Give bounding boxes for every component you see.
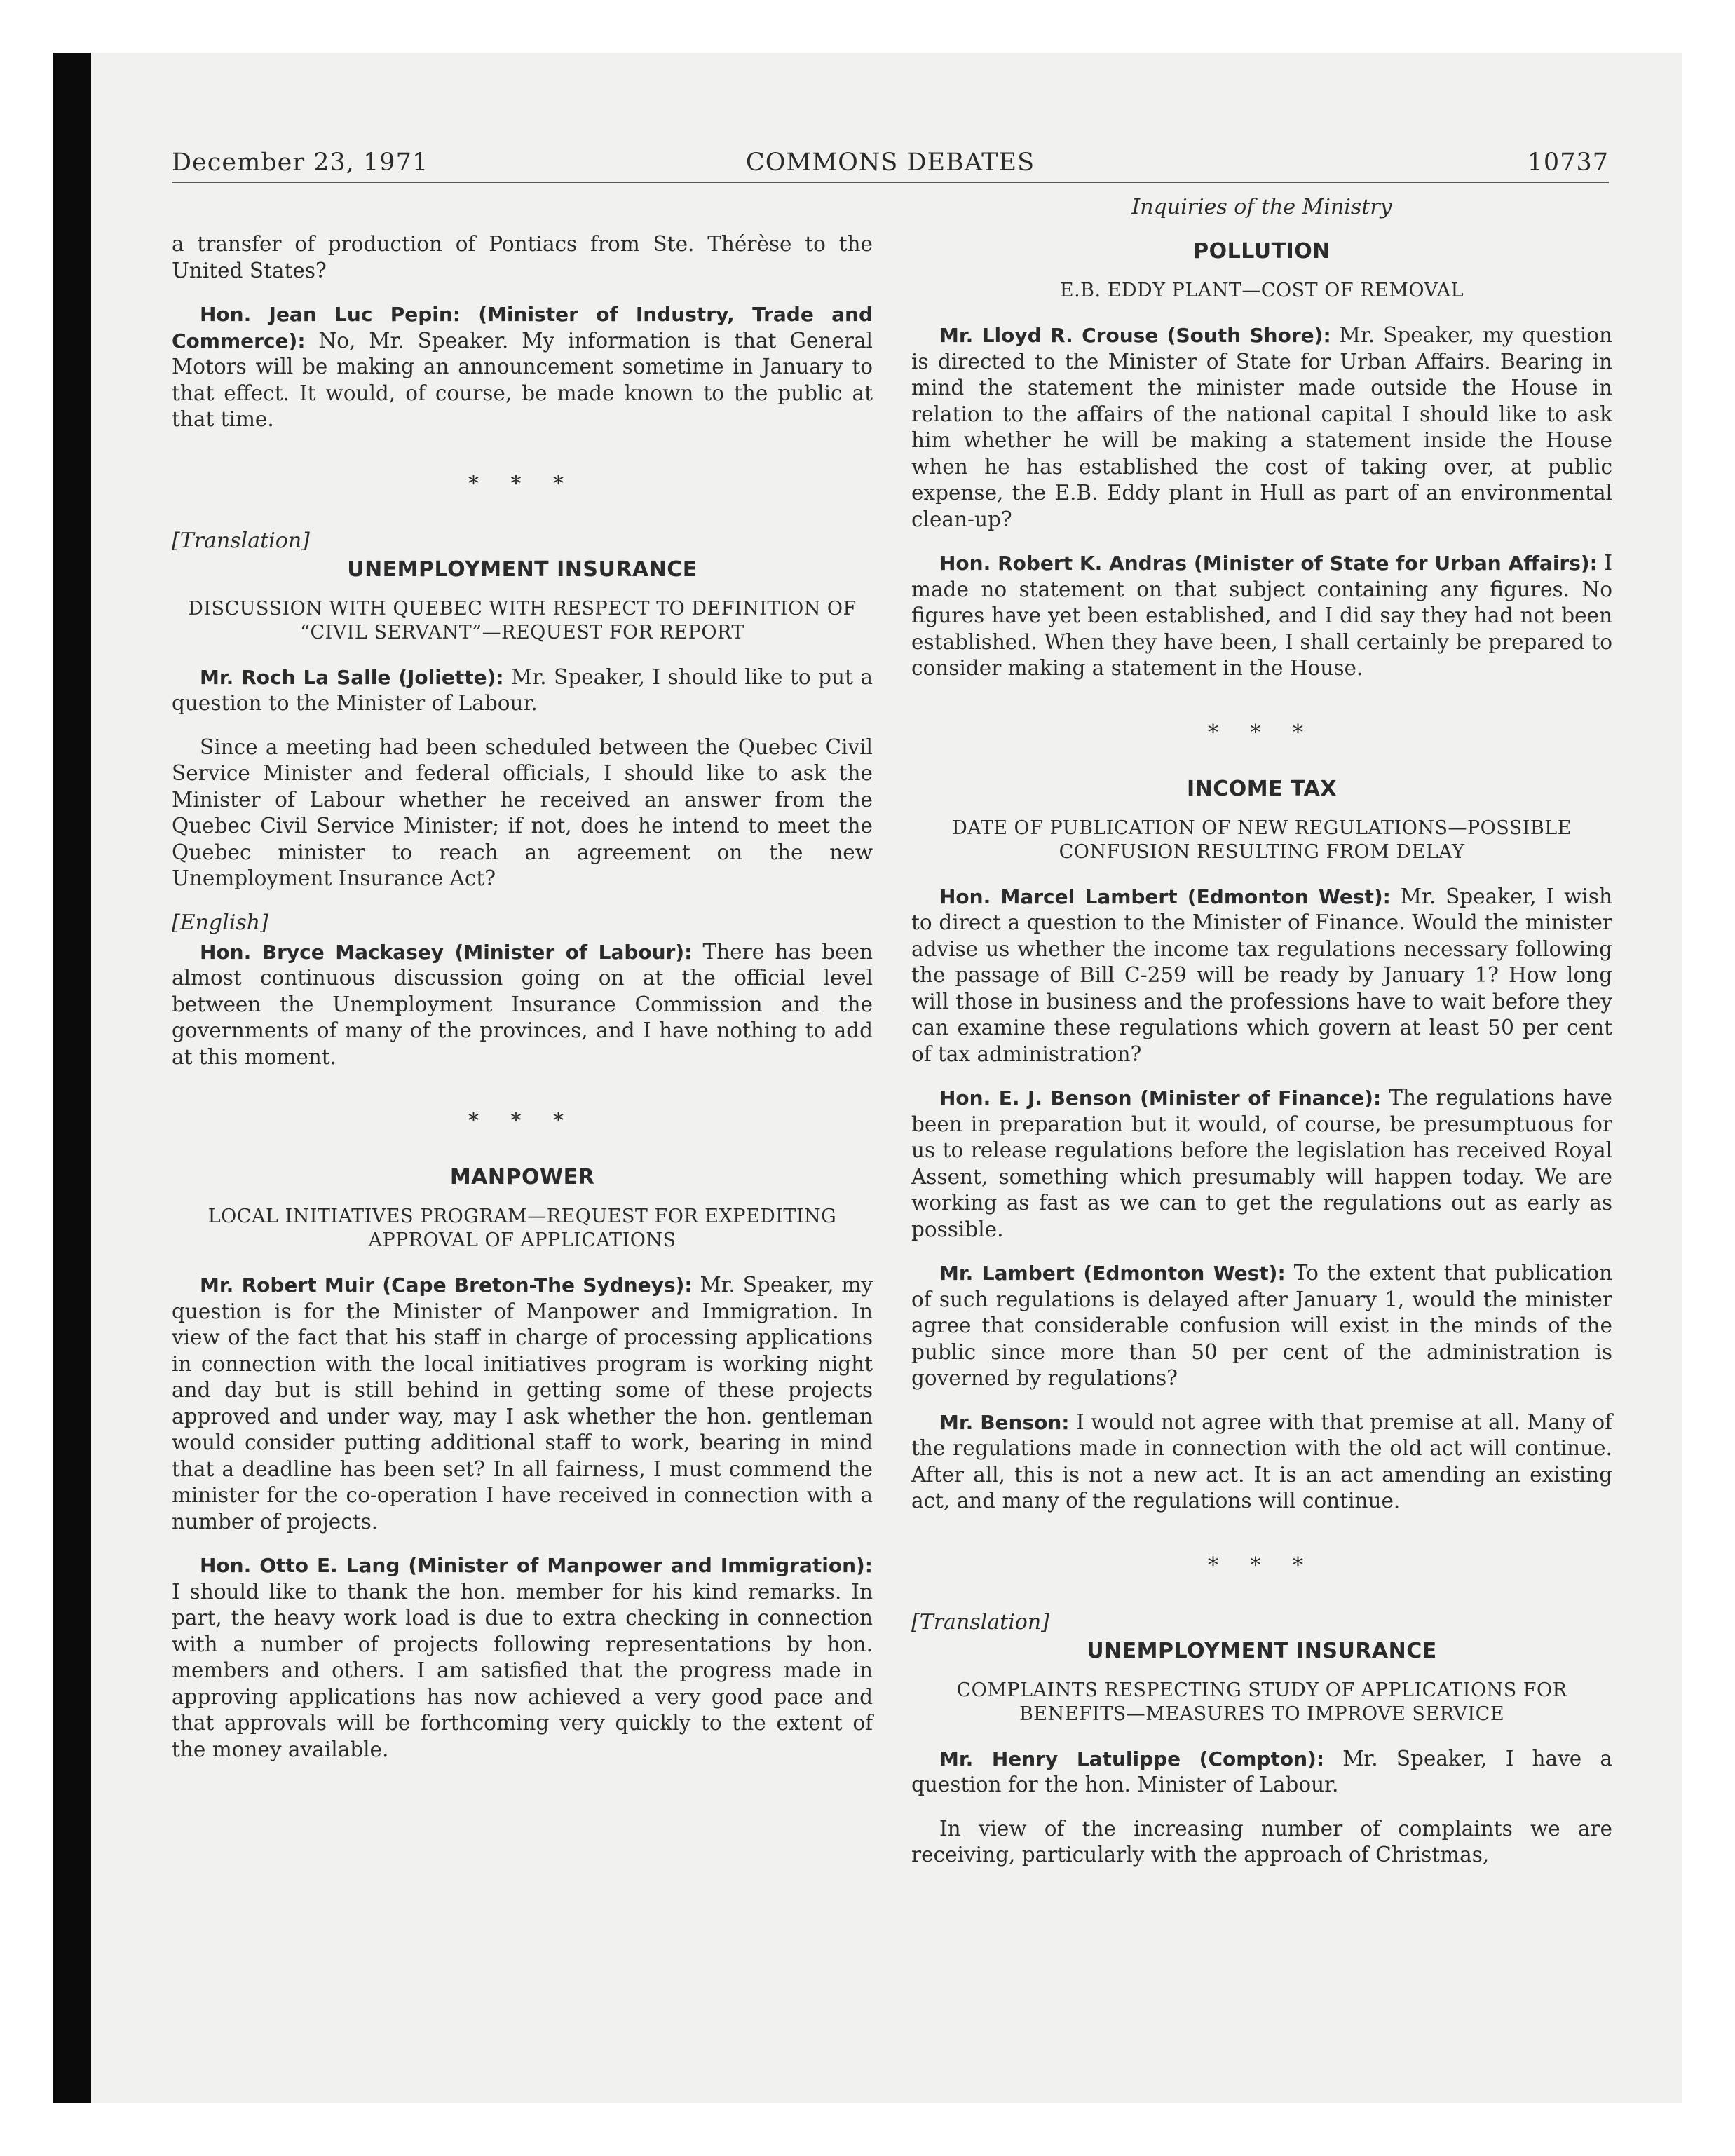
paragraph — [172, 939, 873, 1071]
paragraph: Since a meeting had been scheduled between the Quebec Civil Service Minister and federal officials, I should like to ask the Minister of Labour whether he received an answer from the Quebec Civil Service Minister; if not, does he intend to meet the Quebec minister to reach an agreement on the new Unemployment Insurance Act? — [172, 735, 873, 890]
paragraph — [172, 664, 873, 717]
speaker-name: Mr. Lloyd R. Crouse (South Shore): — [939, 324, 1331, 347]
language-note: [Translation] — [172, 528, 310, 553]
speech-text: Mr. Speaker, I have a question for the hon. Minister of Labour. — [911, 1746, 1613, 1796]
paragraph — [911, 1260, 1612, 1392]
speaker-name: Mr. Robert Muir (Cape Breton-The Sydneys): — [200, 1274, 693, 1297]
speaker-name: Hon. E. J. Benson (Minister of Finance): — [939, 1086, 1382, 1110]
speech-text: Mr. Speaker, I wish to direct a question to the Minister of Finance. Would the minister advise us whether the income tax regulations necessary following the passage of Bill C-259 will be ready by January 1? How long will those in business and the professions have to wait before they can examine these regulations which govern at least 50 per cent of tax administration? — [911, 884, 1612, 1066]
section-heading: UNEMPLOYMENT INSURANCE — [1087, 1638, 1437, 1663]
speaker-name: Hon. Jean Luc Pepin: (Minister of Industry, Trade and Commerce): — [172, 303, 873, 353]
paragraph: a transfer of production of Pontiacs from Ste. Thérèse to the United States? — [172, 232, 873, 282]
section-subheading: E.B. EDDY PLANT—COST OF REMOVAL — [1059, 280, 1464, 301]
section-heading: POLLUTION — [1193, 239, 1331, 264]
speech-text: The regulations have been in preparation but it would, of course, be presumptuous for us to release regulations before the legislation has received Royal Assent, something which presumably will happen today. We are working as fast as we can to get the regulations out as early as possible. — [911, 1086, 1612, 1241]
section-heading: MANPOWER — [449, 1165, 595, 1189]
speech-text: Mr. Speaker, my question is for the Minister of Manpower and Immigration. In view of the fact that his staff in charge of processing applications in connection with the local initiatives program is working night and day but is still behind in getting some of these projects approved and under way, may I ask whether the hon. gentleman would consider putting additional staff to work, bearing in mind that a deadline has been set? In all fairness, I must commend the minister for the co-operation I have received in connection with a number of projects. — [172, 1273, 873, 1534]
speaker-name: Hon. Bryce Mackasey (Minister of Labour): — [200, 940, 693, 964]
speech-text: There has been almost continuous discussion going on at the official level between the Unemployment Insurance Commission and the governments of many of the provinces, and I have nothing to add at this moment. — [172, 939, 873, 1069]
section-separator: * * * — [468, 471, 577, 496]
paragraph — [911, 550, 1612, 682]
language-note: [Translation] — [911, 1609, 1049, 1635]
paragraph — [911, 1746, 1612, 1799]
paragraph: In view of the increasing number of complaints we are receiving, particularly with the approach of Christmas, — [911, 1816, 1612, 1867]
right-column — [911, 195, 1612, 1886]
speech-text: To the extent that publication of such regulations is delayed after January 1, would the minister agree that considerable confusion will exist in the minds of the public since more than 50 per cent of the administration is governed by regulations? — [911, 1261, 1612, 1390]
speaker-name: Mr. Lambert (Edmonton West): — [939, 1262, 1286, 1285]
speaker-name: Hon. Marcel Lambert (Edmonton West): — [939, 885, 1391, 908]
section-heading: UNEMPLOYMENT INSURANCE — [347, 557, 698, 582]
paragraph — [911, 322, 1612, 533]
header-title: COMMONS DEBATES — [745, 149, 1035, 177]
running-head: Inquiries of the Ministry — [1131, 195, 1392, 219]
paragraph — [911, 1085, 1612, 1243]
section-subheading: DISCUSSION WITH QUEBEC WITH RESPECT TO DEFINITION OF “CIVIL SERVANT”—REQUEST FOR REPORT — [188, 597, 857, 643]
scan-edge-bar — [53, 53, 91, 2103]
section-subheading: DATE OF PUBLICATION OF NEW REGULATIONS—POSSIBLE CONFUSION RESULTING FROM DELAY — [952, 817, 1572, 863]
page-number: 10737 — [1527, 149, 1609, 177]
speech-text: No, Mr. Speaker. My information is that General Motors will be making an announcement sometime in January to that effect. It would, of course, be made known to the public at that time. — [172, 328, 873, 431]
speech-text: I should like to thank the hon. member for his kind remarks. In part, the heavy work load is due to extra checking in connection with a number of projects following representations by hon. members and others. I am satisfied that the progress made in approving applications has now achieved a very good pace and that approvals will be forthcoming very quickly to the extent of the money available. — [172, 1579, 873, 1761]
section-subheading: LOCAL INITIATIVES PROGRAM—REQUEST FOR EXPEDITING APPROVAL OF APPLICATIONS — [207, 1206, 837, 1251]
speaker-name: Mr. Benson: — [939, 1410, 1070, 1434]
language-note: [English] — [172, 910, 268, 935]
section-heading: INCOME TAX — [1186, 776, 1338, 801]
section-separator: * * * — [1207, 1553, 1316, 1578]
section-separator: * * * — [1207, 720, 1316, 745]
speech-text: I would not agree with that premise at all. Many of the regulations made in connection with the old act will continue. After all, this is not a new act. It is an act amending an existing act, and many of the regulations will continue. — [911, 1410, 1612, 1513]
speaker-name: Hon. Otto E. Lang (Minister of Manpower and Immigration): — [200, 1554, 873, 1577]
speech-text: Mr. Speaker, I should like to put a question to the Minister of Labour. — [172, 664, 873, 715]
section-separator: * * * — [468, 1109, 577, 1133]
speech-text: Mr. Speaker, my question is directed to the Minister of State for Urban Affairs. Bearing in mind the statement the minister made outside the House in relation to the affairs of the national capital I should like to ask him whether he will be making a statement inside the House when he has established the cost of taking over, at public expense, the E.B. Eddy plant in Hull as part of an environmental clean-up? — [911, 323, 1612, 531]
paragraph — [911, 884, 1612, 1068]
speaker-name: Mr. Henry Latulippe (Compton): — [939, 1747, 1325, 1770]
section-subheading: COMPLAINTS RESPECTING STUDY OF APPLICATIONS FOR BENEFITS—MEASURES TO IMPROVE SERVICE — [956, 1679, 1567, 1725]
paragraph — [911, 1410, 1612, 1515]
header-date: December 23, 1971 — [172, 149, 429, 177]
speaker-name: Hon. Robert K. Andras (Minister of State for Urban Affairs): — [939, 552, 1598, 575]
paragraph — [172, 1272, 873, 1535]
paragraph — [172, 1553, 873, 1763]
speech-text: I made no statement on that subject containing any figures. No figures have yet been established, and I did say they had not been established. When they have been, I shall certainly be prepared to consider making a statement in the House. — [911, 551, 1612, 680]
left-column — [172, 231, 873, 1780]
speaker-name: Mr. Roch La Salle (Joliette): — [200, 665, 504, 689]
page-header — [172, 144, 1609, 183]
paragraph — [172, 301, 873, 433]
